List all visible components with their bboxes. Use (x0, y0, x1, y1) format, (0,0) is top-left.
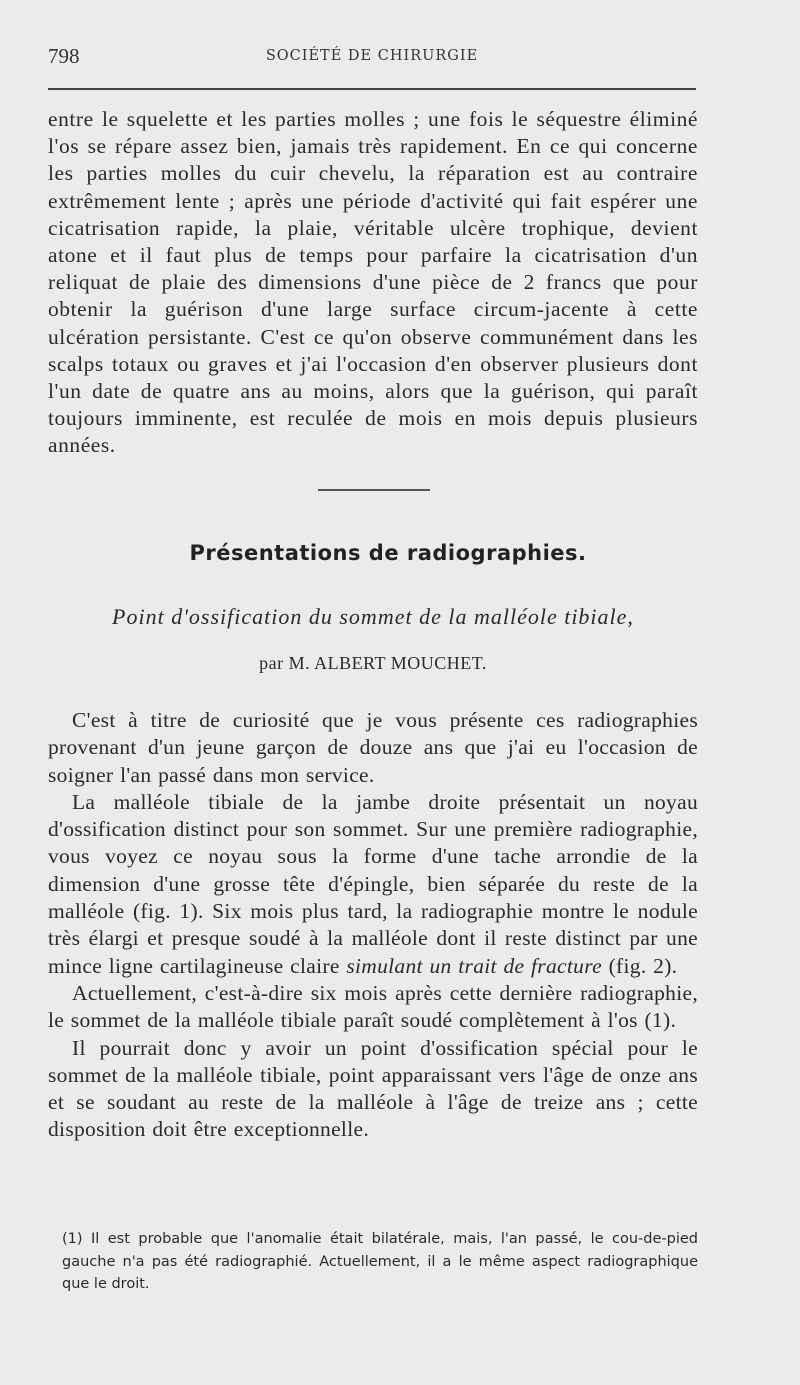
body-paragraph-2-end: (fig. 2). (601, 953, 678, 978)
article-title: Point d'ossification du sommet de la malléole tibiale, (112, 604, 634, 629)
section-separator (318, 489, 430, 491)
page-number: 798 (48, 44, 80, 68)
body-paragraph-2 (48, 789, 698, 980)
body-paragraph-1: C'est à titre de curiosité que je vous présente ces radiographies provenant d'un jeune garçon de douze ans que j'ai eu l'occasion de soigner l'an passé dans mon service. (48, 708, 698, 787)
footnote (62, 1228, 698, 1296)
author-byline: par M. ALBERT MOUCHET. (259, 653, 487, 673)
footnote-text: (1) Il est probable que l'anomalie était bilatérale, mais, l'an passé, le cou-de-pied gauche n'a pas été radiographié. Actuellement, il a le même aspect radiographique que le droit. (62, 1231, 698, 1292)
body-paragraph-2-start: La malléole tibiale de la jambe droite présentait un noyau d'ossification distinct pour son sommet. Sur une première radiographie, vous voyez ce noyau sous la forme d'une tache arrondie de la dimension d'une grosse tête d'épingle, bien séparée du reste de la malléole (fig. 1). Six mois plus tard, la radiographie montre le nodule très élargi et presque soudé à la malléole dont il reste distinct par une mince ligne cartilagineuse claire (48, 789, 698, 978)
body-paragraph-3: Actuellement, c'est-à-dire six mois après cette dernière radiographie, le sommet de la malléole tibiale paraît soudé complètement à l'os (1). (48, 980, 698, 1033)
article-body (48, 707, 698, 1144)
section-title: Présentations de radiographies. (189, 541, 587, 565)
header-rule (48, 88, 696, 90)
intro-paragraph-block (48, 106, 698, 460)
page-header (48, 44, 696, 74)
intro-paragraph: entre le squelette et les parties molles ; une fois le séquestre éliminé l'os se répare assez bien, jamais très rapidement. En ce qui concerne les parties molles du cuir chevelu, la réparation est au contraire extrêmement lente ; après une période d'activité qui fait espérer une cicatrisation rapide, la plaie, véritable ulcère trophique, devient atone et il faut plus de temps pour parfaire la cicatrisation d'un reliquat de plaie des dimensions d'une pièce de 2 francs que pour obtenir la guérison d'une large surface circum-jacente à cette ulcération persistante. C'est ce qu'on observe communément dans les scalps totaux ou graves et j'ai l'occasion d'en observer plusieurs dont l'un date de quatre ans au moins, alors que la guérison, qui paraît toujours imminente, est reculée de mois en mois depuis plusieurs années. (48, 107, 698, 458)
body-paragraph-4: Il pourrait donc y avoir un point d'ossification spécial pour le sommet de la malléole tibiale, point apparaissant vers l'âge de onze ans et se soudant au reste de la malléole à l'âge de treize ans ; cette disposition doit être exceptionnelle. (48, 1035, 698, 1142)
running-head: SOCIÉTÉ DE CHIRURGIE (265, 48, 479, 64)
body-paragraph-2-italic: simulant un trait de fracture (346, 953, 602, 978)
